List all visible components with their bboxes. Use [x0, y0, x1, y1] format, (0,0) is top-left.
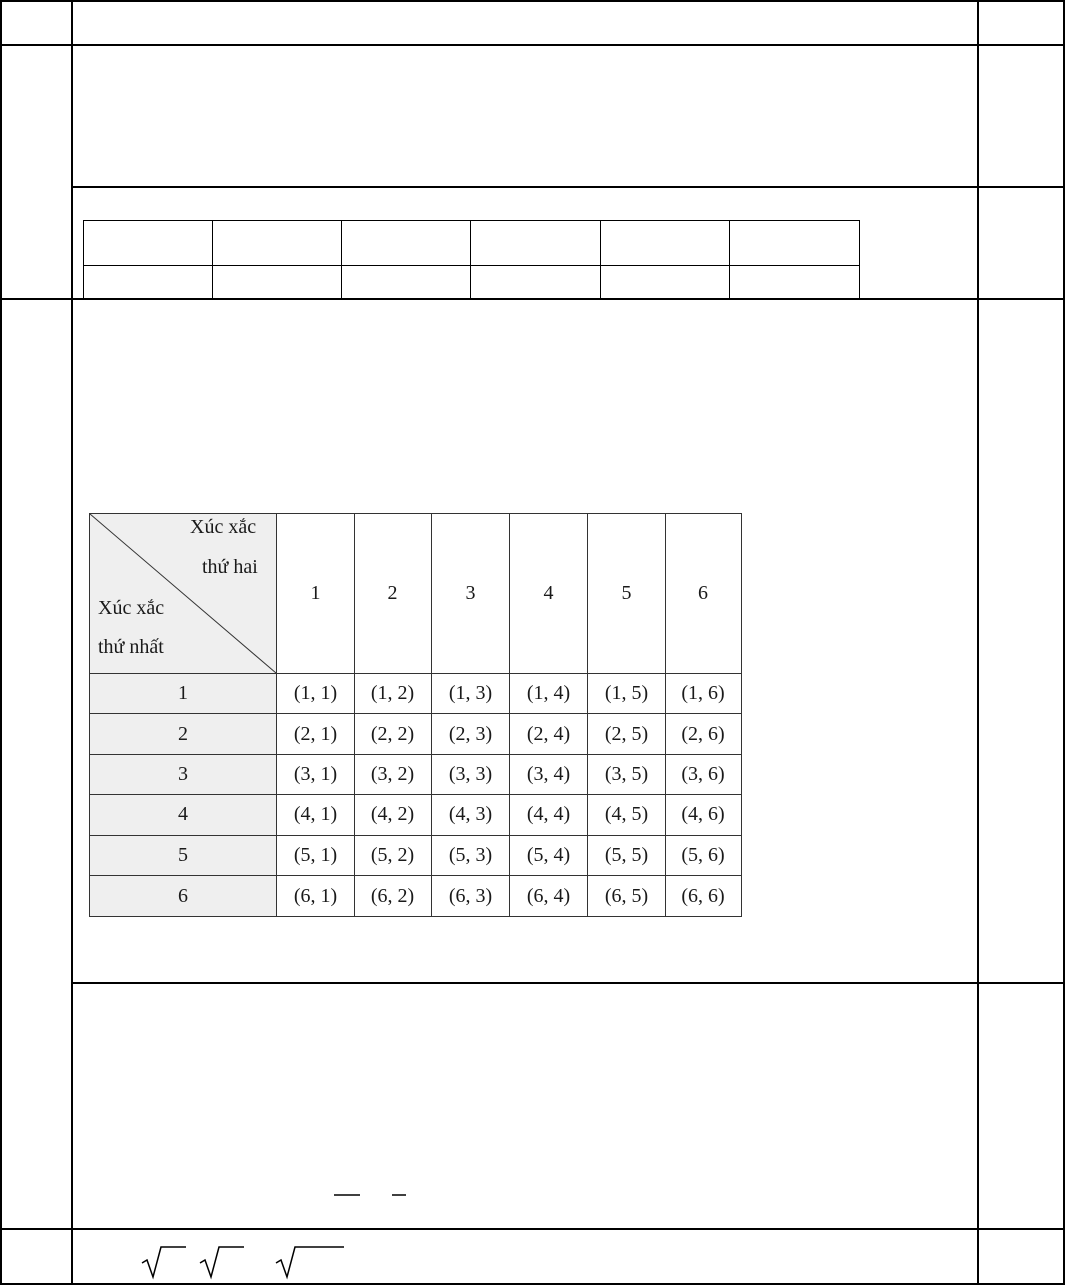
column-header: 4	[510, 514, 588, 674]
row-header: 4	[90, 795, 277, 835]
outcome-cell: (2, 6)	[665, 714, 741, 754]
outcome-cell: (2, 3)	[432, 714, 510, 754]
grid-line	[71, 186, 1065, 188]
row-header: 3	[90, 755, 277, 795]
corner-top-label-1: Xúc xắc	[190, 516, 257, 538]
outcome-cell: (6, 3)	[432, 876, 510, 916]
corner-top-label-2: thứ hai	[202, 556, 258, 578]
outcome-cell: (4, 5)	[588, 795, 666, 835]
outcome-cell: (2, 4)	[510, 714, 588, 754]
column-header: 2	[354, 514, 432, 674]
grid-line	[977, 0, 979, 1285]
outcome-cell: (4, 2)	[354, 795, 432, 835]
outcome-cell: (6, 5)	[588, 876, 666, 916]
row-header: 1	[90, 674, 277, 714]
outcome-cell: (1, 3)	[432, 674, 510, 714]
outcome-cell: (2, 5)	[588, 714, 666, 754]
outcome-cell: (1, 4)	[510, 674, 588, 714]
outcome-cell: (2, 2)	[354, 714, 432, 754]
outcome-cell: (4, 1)	[277, 795, 355, 835]
outcome-cell: (5, 5)	[588, 836, 666, 876]
outcome-cell: (5, 6)	[665, 836, 741, 876]
column-header: 6	[665, 514, 741, 674]
outcome-cell: (6, 6)	[681, 884, 725, 907]
row-header: 6	[90, 876, 277, 916]
grid-line	[0, 44, 1065, 46]
column-header: 1	[277, 514, 355, 674]
outcome-cell: (3, 2)	[354, 755, 432, 795]
grid-line	[0, 0, 1065, 2]
outcome-cell: (4, 3)	[432, 795, 510, 835]
radical-signs	[140, 1243, 350, 1283]
outcome-cell: (5, 1)	[277, 836, 355, 876]
corner-bottom-label-2: thứ nhất	[98, 636, 164, 658]
outcome-cell: (3, 6)	[665, 755, 741, 795]
outcome-cell: (3, 3)	[432, 755, 510, 795]
outcome-cell: (3, 1)	[277, 755, 355, 795]
dice-outcome-table	[89, 513, 742, 917]
corner-bottom-label-1: Xúc xắc	[98, 597, 165, 619]
outcome-cell: (3, 4)	[510, 755, 588, 795]
outcome-cell: (5, 3)	[432, 836, 510, 876]
outcome-cell: (2, 1)	[277, 714, 355, 754]
outcome-cell: (1, 2)	[354, 674, 432, 714]
column-header: 5	[588, 514, 666, 674]
grid-line	[0, 1228, 1065, 1230]
grid-line	[71, 982, 1065, 984]
outcome-cell: (6, 1)	[277, 876, 355, 916]
outcome-cell: (5, 4)	[510, 836, 588, 876]
outcome-cell: (1, 1)	[277, 674, 355, 714]
outcome-cell: (6, 2)	[354, 876, 432, 916]
outcome-cell: (4, 4)	[510, 795, 588, 835]
empty-table	[83, 220, 860, 300]
outcome-cell: (4, 6)	[665, 795, 741, 835]
row-header: 2	[90, 714, 277, 754]
outcome-cell: (1, 6)	[665, 674, 741, 714]
column-header: 3	[432, 514, 510, 674]
fraction-bars	[330, 1190, 420, 1200]
outcome-cell: (5, 2)	[354, 836, 432, 876]
outcome-cell: (3, 5)	[588, 755, 666, 795]
grid-line	[71, 0, 73, 1285]
row-header: 5	[90, 836, 277, 876]
outcome-cell: (1, 5)	[588, 674, 666, 714]
table-corner-header	[90, 514, 277, 674]
grid-line	[0, 0, 2, 1285]
outcome-cell: (6, 4)	[510, 876, 588, 916]
